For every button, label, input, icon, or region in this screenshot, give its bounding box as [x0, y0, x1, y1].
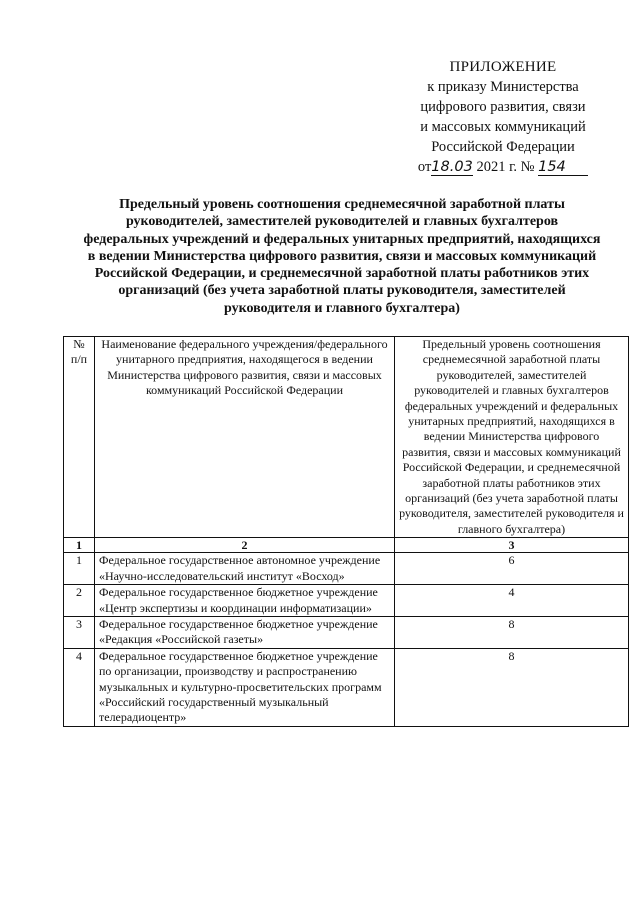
table-row [64, 585, 629, 617]
row-value: 8 [395, 648, 629, 726]
table-row [64, 553, 629, 585]
appendix-line: цифрового развития, связи [420, 99, 586, 115]
column-index: 1 [64, 538, 95, 553]
appendix-block [388, 57, 618, 177]
order-prefix: от [417, 159, 432, 175]
row-value: 4 [395, 585, 629, 617]
header-name: Наименование федерального учреждения/федерального унитарного предприятия, находящегося в ведении Министерства цифрового развития, связи и массовых коммуникаций Российской Федерации [95, 337, 395, 538]
limits-table [63, 336, 629, 727]
order-line [388, 157, 618, 177]
row-value: 6 [395, 553, 629, 585]
row-num: 3 [64, 616, 95, 648]
row-name: Федеральное государственное автономное учреждение «Научно-исследовательский институт «Восход» [95, 553, 395, 585]
row-name: Федеральное государственное бюджетное учреждение «Центр экспертизы и координации информатизации» [95, 585, 395, 617]
column-index: 3 [395, 538, 629, 553]
appendix-line: и массовых коммуникаций [420, 119, 586, 135]
appendix-line: к приказу Министерства [427, 79, 579, 95]
row-num: 4 [64, 648, 95, 726]
appendix-title: ПРИЛОЖЕНИЕ [449, 59, 557, 75]
row-num: 1 [64, 553, 95, 585]
table-header-row [64, 337, 629, 538]
column-index: 2 [95, 538, 395, 553]
row-name: Федеральное государственное бюджетное учреждение «Редакция «Российской газеты» [95, 616, 395, 648]
header-num: № п/п [64, 337, 95, 538]
table-row [64, 616, 629, 648]
column-index-row [64, 538, 629, 553]
header-limit: Предельный уровень соотношения среднемесячной заработной платы руководителей, заместителей руководителей и главных бухгалтеров федеральных учреждений и федеральных унитарных предприятий, находящихся в ведении Министерства цифрового развития, связи и массовых коммуникаций Российской Федерации, и среднемесячной заработной платы работников этих организаций (без учета заработной платы руководителя, заместителей руководителя и главного бухгалтера) [395, 337, 629, 538]
table-row [64, 648, 629, 726]
row-value: 8 [395, 616, 629, 648]
appendix-line: Российской Федерации [431, 139, 575, 155]
row-name: Федеральное государственное бюджетное учреждение по организации, производству и распространению музыкальных и культурно-просветительских программ «Российский государственный музыкальный телерадиоцентр» [95, 648, 395, 726]
row-num: 2 [64, 585, 95, 617]
order-number-handwritten: 154 [538, 159, 588, 176]
order-date-handwritten: 18.03 [431, 159, 473, 175]
order-year: 2021 г. № [476, 159, 535, 175]
document-heading: Предельный уровень соотношения среднемесячной заработной платы руководителей, заместителей руководителей и главных бухгалтеров федеральных учреждений и федеральных унитарных предприятий, находящихся в ведении Министерства цифрового развития, связи и массовых коммуникаций Российской Федерации, и среднемесячной заработной платы работников этих организаций (без учета заработной платы руководителя, заместителей руководителя и главного бухгалтера) [83, 197, 601, 316]
